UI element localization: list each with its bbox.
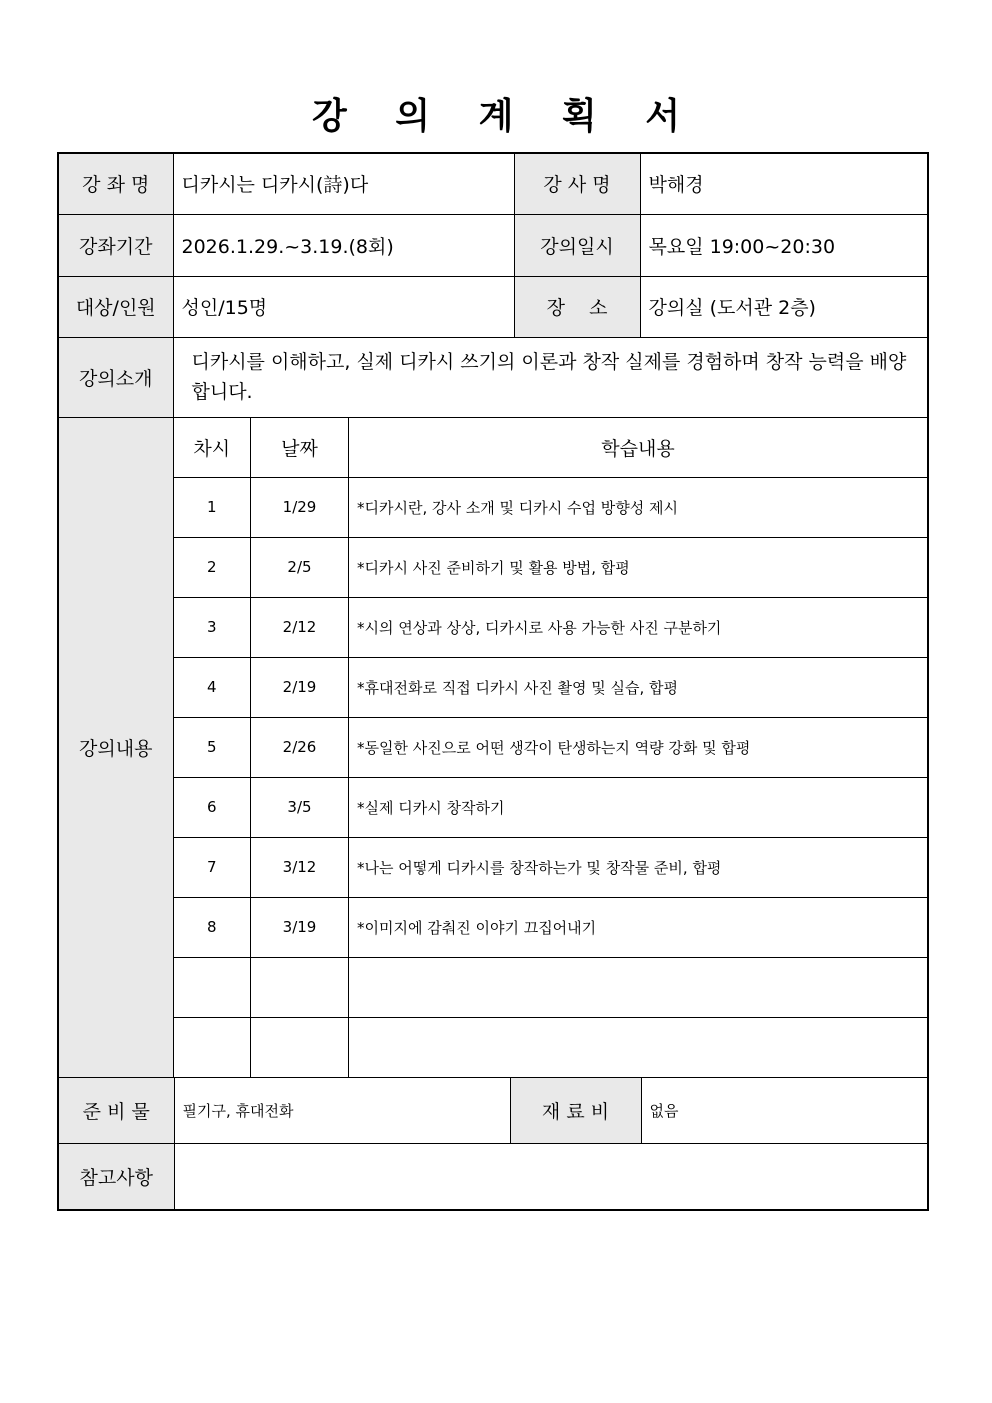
session-no [174,1017,251,1077]
content-label: 강의내용 [58,417,173,1077]
session-content: *디카시란, 강사 소개 및 디카시 수업 방향성 제시 [349,477,928,537]
session-no: 6 [174,777,251,837]
place-label: 장 소 [514,276,640,337]
schedule-value: 목요일 19:00~20:30 [640,214,928,276]
session-date: 3/19 [251,897,349,957]
session-content: *시의 연상과 상상, 디카시로 사용 가능한 사진 구분하기 [349,597,928,657]
session-content: *디카시 사진 준비하기 및 활용 방법, 합평 [349,537,928,597]
session-date [251,1017,349,1077]
target-value: 성인/15명 [173,276,514,337]
place-value: 강의실 (도서관 2층) [640,276,928,337]
session-row [174,537,928,597]
session-content [349,957,928,1017]
header-session-no: 차시 [174,418,251,478]
course-name-value: 디카시는 디카시(詩)다 [173,153,514,214]
course-name-label: 강 좌 명 [58,153,173,214]
session-date: 2/19 [251,657,349,717]
session-content: *나는 어떻게 디카시를 창작하는가 및 창작물 준비, 합평 [349,837,928,897]
session-date: 2/26 [251,717,349,777]
page-title: 강 의 계 획 서 [311,96,698,137]
session-content: *동일한 사진으로 어떤 생각이 탄생하는지 역량 강화 및 합평 [349,717,928,777]
session-date: 3/5 [251,777,349,837]
session-no: 2 [174,537,251,597]
session-no: 3 [174,597,251,657]
period-value: 2026.1.29.~3.19.(8회) [173,214,514,276]
session-row [174,897,928,957]
header-date: 날짜 [251,418,349,478]
session-schedule [173,417,928,1077]
session-date: 1/29 [251,477,349,537]
session-row [174,837,928,897]
instructor-value: 박해경 [640,153,928,214]
header-content: 학습내용 [349,418,928,478]
lecture-plan-table [57,152,929,1211]
session-no: 7 [174,837,251,897]
fee-label: 재 료 비 [510,1078,641,1144]
session-date: 2/5 [251,537,349,597]
session-date: 3/12 [251,837,349,897]
session-no: 4 [174,657,251,717]
footer-section [58,1077,928,1210]
session-header-row [174,418,928,478]
target-label: 대상/인원 [58,276,173,337]
notes-value [174,1143,927,1209]
supplies-value: 필기구, 휴대전화 [174,1078,510,1144]
session-content [349,1017,928,1077]
intro-text: 디카시를 이해하고, 실제 디카시 쓰기의 이론과 창작 실제를 경험하며 창작 능력을 배양합니다. [173,337,928,417]
session-date: 2/12 [251,597,349,657]
notes-label: 참고사항 [59,1143,174,1209]
intro-label: 강의소개 [58,337,173,417]
session-row-empty [174,1017,928,1077]
schedule-label: 강의일시 [514,214,640,276]
session-row [174,657,928,717]
session-row [174,597,928,657]
session-content: *실제 디카시 창작하기 [349,777,928,837]
session-row [174,777,928,837]
session-content: *이미지에 감춰진 이야기 끄집어내기 [349,897,928,957]
fee-value: 없음 [641,1078,927,1144]
session-no: 8 [174,897,251,957]
session-row [174,477,928,537]
instructor-label: 강 사 명 [514,153,640,214]
supplies-label: 준 비 물 [59,1078,174,1144]
session-date [251,957,349,1017]
session-row [174,717,928,777]
session-row-empty [174,957,928,1017]
session-no [174,957,251,1017]
session-no: 5 [174,717,251,777]
session-no: 1 [174,477,251,537]
period-label: 강좌기간 [58,214,173,276]
session-content: *휴대전화로 직접 디카시 사진 촬영 및 실습, 합평 [349,657,928,717]
